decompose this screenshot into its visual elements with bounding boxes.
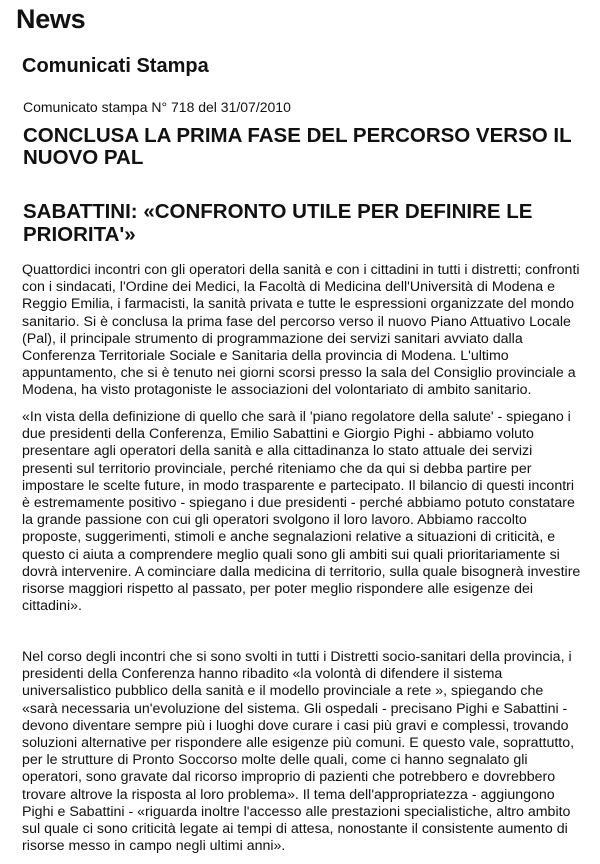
body-paragraph-2: «In vista della definizione di quello che sarà il 'piano regolatore della salute' - spiegano i due presidenti della Conferenza, Emilio Sabattini e Giorgio Pighi - abbiamo voluto presentare agli operatori della sanità e alla cittadinanza lo stato attuale dei servizi presenti sul territorio provinciale, perché riteniamo che da qui si debba partire per impostare le scelte future, in modo trasparente e partecipato. Il bilancio di questi incontri è estremamente positivo - spiegano i due presidenti - perché abbiamo potuto constatare la grande passione con cui gli operatori svolgono il loro lavoro. Abbiamo raccolto proposte, suggerimenti, stimoli e anche segnalazioni relative a situazioni di criticità, e questo ci aiuta a comprendere meglio quali sono gli ambiti sui quali prioritariamente si dovrà intervenire. A cominciare dalla medicina di territorio, sulla quale bisognerà investire risorse maggiori rispetto al passato, per poter meglio rispondere alle esigenze dei cittadini».: [22, 409, 581, 615]
subheadline: SABATTINI: «CONFRONTO UTILE PER DEFINIRE LE PRIORITA'»: [23, 200, 533, 246]
section-title: Comunicati Stampa: [22, 55, 209, 77]
body-paragraph-1: Quattordici incontri con gli operatori della sanità e con i cittadini in tutti i distretti; confronti con i sindacati, l'Ordine dei Medici, la Facoltà di Medicina dell'Università di Modena e Reggio Emilia, i farmacisti, la sanità privata e tutte le espressioni organizzate del mondo sanitario. Si è conclusa la prima fase del percorso verso il nuovo Piano Attuativo Locale (Pal), il principale strumento di programmazione dei servizi sanitari avviato dalla Conferenza Territoriale Sociale e Sanitaria della provincia di Modena. L'ultimo appuntamento, che si è tenuto nei giorni scorsi presso la sala del Consiglio provinciale a Modena, ha visto protagoniste le associazioni del volontariato di ambito sanitario.: [22, 262, 580, 399]
body-paragraph-3: Nel corso degli incontri che si sono svolti in tutti i Distretti socio-sanitari della provincia, i presidenti della Conferenza hanno ribadito «la volontà di difendere il sistema universalistico pubblico della sanità e il modello provinciale a rete », spiegando che «sarà necessaria un'evoluzione del sistema. Gli ospedali - precisano Pighi e Sabattini - devono diventare sempre più i luoghi dove curare i casi più gravi e complessi, trovando soluzioni alternative per rispondere alle esigenze più comuni. E questo vale, soprattutto, per le strutture di Pronto Soccorso molte delle quali, come ci hanno segnalato gli operatori, sono gravate dal ricorso improprio di pazienti che potrebbero e dovrebbero trovare altrove la risposta al loro problema». Il tema dell'appropriatezza - aggiungono Pighi e Sabattini - «riguarda inoltre l'accesso alle prestazioni specialistiche, altro ambito sul quale ci sono criticità legate ai tempi di attesa, nonostante il consistente aumento di risorse messo in campo negli ultimi anni».: [22, 649, 575, 855]
press-release-number-date: Comunicato stampa N° 718 del 31/07/2010: [23, 99, 291, 115]
site-title: News: [16, 4, 86, 34]
headline: CONCLUSA LA PRIMA FASE DEL PERCORSO VERSO IL NUOVO PAL: [23, 124, 572, 169]
